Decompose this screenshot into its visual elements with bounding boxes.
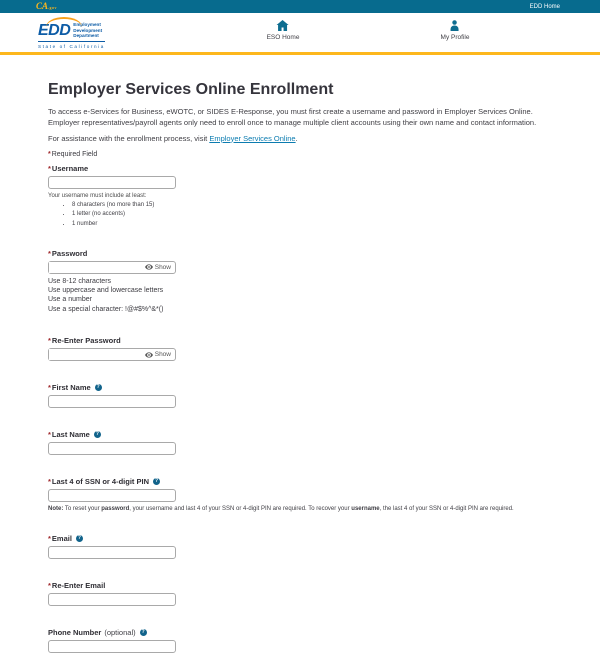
reenter-email-input[interactable] [48, 593, 176, 606]
required-asterisk: * [48, 248, 51, 258]
edd-logo-tagline: State of California [38, 41, 105, 49]
username-rules-list [48, 202, 558, 227]
person-icon [450, 20, 460, 31]
username-rule-item: • 1 number [72, 221, 558, 227]
eye-icon [145, 264, 153, 270]
assistance-paragraph [48, 134, 558, 143]
username-label: * Username [48, 163, 89, 173]
ssn-pin-input[interactable] [48, 489, 176, 502]
reenter-email-label: * Re-Enter Email [48, 581, 106, 591]
password-input[interactable] [49, 262, 143, 273]
phone-input[interactable] [48, 640, 176, 653]
required-asterisk: * [48, 163, 51, 173]
password-label: * Password [48, 248, 88, 258]
reenter-password-group [48, 336, 558, 361]
last-name-input[interactable] [48, 442, 176, 455]
reenter-password-field [48, 348, 176, 361]
email-group [48, 534, 558, 559]
edd-dept-line: Development [73, 27, 103, 33]
required-asterisk: * [48, 150, 51, 158]
topbar [0, 0, 600, 13]
help-icon[interactable]: ? [141, 629, 145, 636]
nav-eso-home[interactable] [267, 20, 300, 41]
username-group [48, 164, 558, 227]
nav-my-profile-label: My Profile [440, 34, 470, 41]
required-asterisk: * [48, 336, 51, 346]
ca-gov-logo-ca: CA [36, 0, 49, 11]
eye-icon [145, 352, 153, 358]
password-rule-item: Use 8-12 characters [48, 277, 112, 285]
edd-logo-acronym: EDD [38, 21, 71, 39]
required-asterisk: * [48, 383, 51, 393]
edd-logo[interactable] [38, 18, 105, 49]
show-reenter-password-label: Show [154, 351, 171, 359]
main-nav [0, 13, 600, 55]
password-field [48, 261, 176, 274]
reenter-password-input[interactable] [49, 349, 143, 360]
password-group [48, 249, 558, 315]
ssn-pin-label: * Last 4 of SSN or 4-digit PIN ? [48, 477, 159, 487]
username-input[interactable] [48, 176, 176, 189]
username-rule-item: • 1 letter (no accents) [72, 211, 558, 217]
assistance-text-suffix: . [295, 133, 298, 143]
ssn-pin-note: Note: To reset your password, your username and last 4 of your SSN or 4-digit PIN are required. To recover your username, the last 4 of your SSN or 4-digit PIN are required. [48, 506, 514, 513]
password-rule-item: Use a number [48, 296, 92, 304]
show-reenter-password-button[interactable] [143, 351, 175, 358]
ssn-pin-group [48, 477, 558, 512]
email-input[interactable] [48, 546, 176, 559]
required-asterisk: * [48, 534, 51, 544]
help-icon[interactable]: ? [96, 384, 100, 391]
ca-gov-logo[interactable] [36, 0, 57, 14]
show-password-button[interactable] [143, 264, 175, 271]
password-rule-item: Use uppercase and lowercase letters [48, 286, 164, 294]
nav-my-profile[interactable] [441, 20, 470, 41]
required-asterisk: * [48, 477, 51, 487]
phone-label: Phone Number (optional) ? [48, 628, 145, 638]
reenter-password-label: * Re-Enter Password [48, 336, 121, 346]
employer-services-online-link[interactable]: Employer Services Online [209, 133, 296, 143]
last-name-group [48, 430, 558, 455]
main-content [0, 55, 600, 653]
reenter-email-group [48, 581, 558, 606]
help-icon[interactable]: ? [77, 535, 81, 542]
first-name-label: * First Name ? [48, 383, 100, 393]
edd-dept-line: Department [73, 33, 99, 39]
assistance-text: For assistance with the enrollment process, visit [48, 133, 210, 143]
email-label: * Email ? [48, 534, 81, 544]
edd-dept-line: Employment [73, 22, 101, 27]
username-rule-item: • 8 characters (no more than 15) [72, 202, 558, 208]
required-asterisk: * [48, 430, 51, 440]
username-rules-title: Your username must include at least: [48, 192, 147, 199]
edd-home-link[interactable]: EDD Home [529, 3, 560, 10]
help-icon[interactable]: ? [154, 478, 159, 485]
show-password-label: Show [154, 263, 171, 271]
last-name-label: * Last Name ? [48, 430, 99, 440]
help-icon[interactable]: ? [95, 431, 99, 438]
nav-eso-home-label: ESO Home [266, 34, 300, 41]
first-name-input[interactable] [48, 395, 176, 408]
ca-gov-logo-gov: .gov [48, 4, 58, 10]
page-title: Employer Services Online Enrollment [48, 81, 334, 98]
password-rules-list [48, 277, 558, 315]
home-icon [277, 20, 289, 31]
phone-group [48, 628, 558, 653]
first-name-group [48, 383, 558, 408]
password-rule-item: Use a special character: !@#$%^&*() [48, 305, 164, 313]
required-asterisk: * [48, 581, 51, 591]
required-field-note: *Required Field [48, 150, 98, 158]
intro-paragraph: To access e-Services for Business, eWOTC, or SIDES E-Response, you must first create a username and password in Employer Services Online. Employer representatives/payroll agents only need to enroll once to manage multiple client accounts using their own name and contact information. [48, 107, 537, 128]
